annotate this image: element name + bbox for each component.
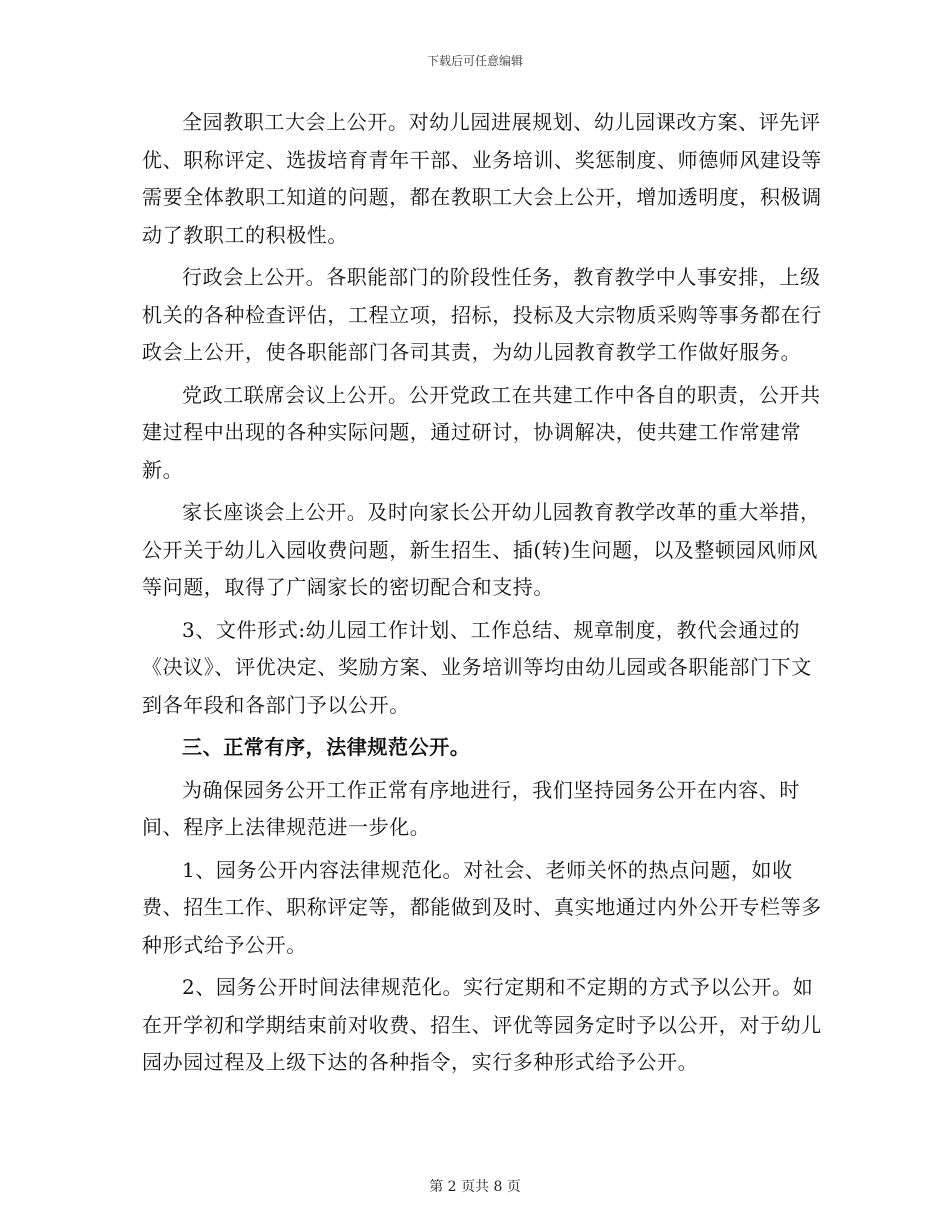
- paragraph-parent-meeting: 家长座谈会上公开。及时向家长公开幼儿园教育教学改革的重大举措，公开关于幼儿入园收费问题，新生招生、插(转)生问题，以及整顿园风师风等问题，取得了广阔家长的密切配合和支持。: [142, 500, 821, 599]
- page-footer: 第 2 页共 8 页: [429, 1179, 521, 1195]
- document-body: [142, 104, 832, 1087]
- paragraph-content-norm: 1、园务公开内容法律规范化。对社会、老师关怀的热点问题，如收费、招生工作、职称评定等，都能做到及时、真实地通过内外公开专栏等多种形式给予公开。: [142, 857, 822, 957]
- paragraph-joint-meeting: 党政工联席会议上公开。公开党政工在共建工作中各自的职责，公开共建过程中出现的各种实际问题，通过研讨，协调解决，使共建工作常建常新。: [142, 382, 821, 482]
- paragraph-intro: 为确保园务公开工作正常有序地进行，我们坚持园务公开在内容、时间、程序上法律规范进一步化。: [142, 777, 800, 839]
- paragraph-time-norm: 2、园务公开时间法律规范化。实行定期和不定期的方式予以公开。如在开学初和学期结束前对收费、招生、评优等园务定时予以公开，对于幼儿园办园过程及上级下达的各种指令，实行多种形式给予公开。: [142, 975, 822, 1074]
- paragraph-document-form: 3、文件形式:幼儿园工作计划、工作总结、规章制度，教代会通过的《决议》、评优决定、奖励方案、业务培训等均由幼儿园或各职能部门下文到各年段和各部门予以公开。: [142, 617, 812, 717]
- paragraph-admin-meeting: 行政会上公开。各职能部门的阶段性任务，教育教学中人事安排，上级机关的各种检查评估，工程立项，招标，投标及大宗物质采购等事务都在行政会上公开，使各职能部门各司其责，为幼儿园教育教学工作做好服务。: [142, 265, 822, 364]
- paragraph-staff-meeting: 全园教职工大会上公开。对幼儿园进展规划、幼儿园课改方案、评先评优、职称评定、选拔培育青年干部、业务培训、奖惩制度、师德师风建设等需要全体教职工知道的问题，都在教职工大会上公开，增加透明度，积极调动了教职工的积极性。: [142, 110, 822, 247]
- page-header: 下载后可任意编辑: [426, 54, 523, 68]
- section-heading: 三、正常有序，法律规范公开。: [182, 735, 471, 759]
